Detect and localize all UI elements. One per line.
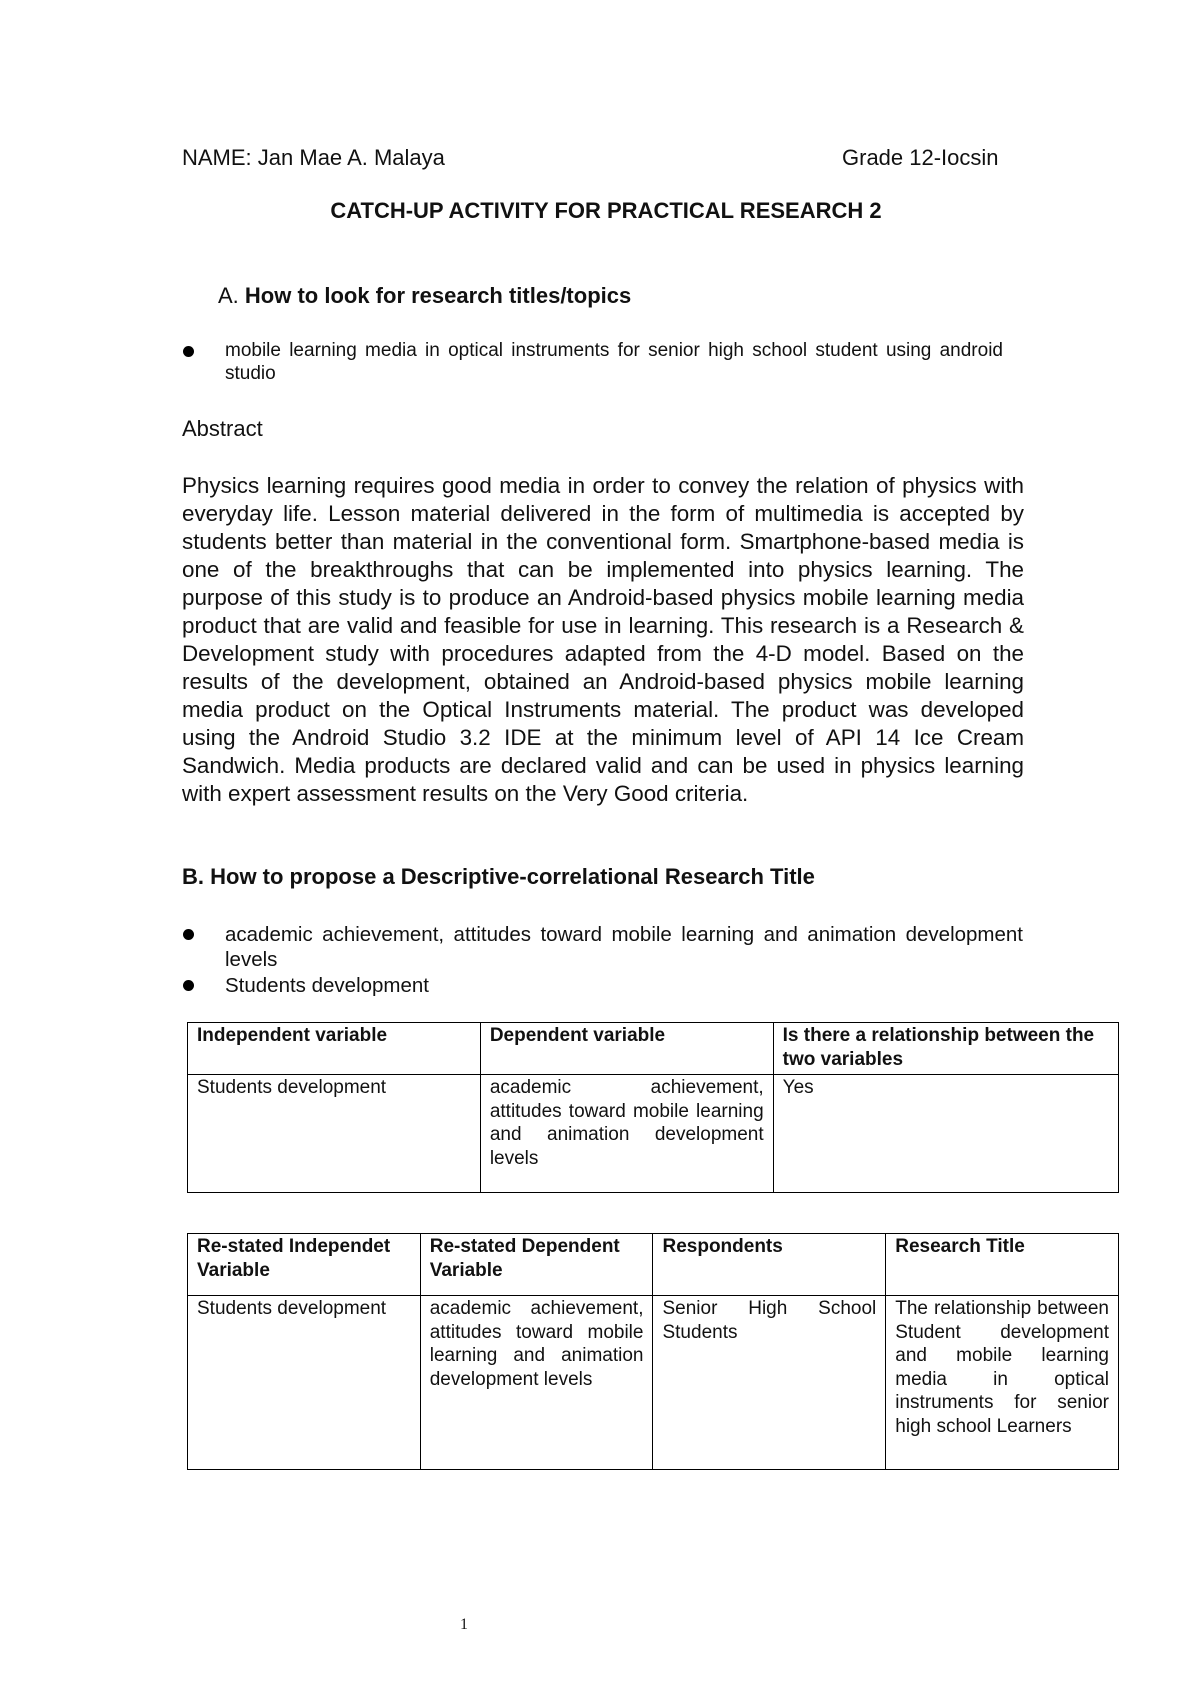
bullet-dot-icon [183,980,194,991]
grade-section: Grade 12-Iocsin [842,145,999,170]
section-b-bullet-1-text: academic achievement, attitudes toward mobile learning and animation development levels [225,923,1023,971]
restated-independent-header: Re-stated Independet Variable [188,1234,421,1296]
table-row [188,1075,1119,1193]
abstract-heading: Abstract [182,416,263,441]
section-a-bullet-text: mobile learning media in optical instruments for senior high school student using android studio [225,340,1003,384]
page-number: 1 [460,1616,468,1633]
document-title: CATCH-UP ACTIVITY FOR PRACTICAL RESEARCH 2 [330,198,882,223]
table-header-row [188,1234,1119,1296]
independent-variable-cell: Students development [188,1075,481,1193]
section-b-heading: B. How to propose a Descriptive-correlational Research Title [182,864,815,889]
independent-variable-header: Independent variable [188,1023,481,1075]
section-b-bullet-1 [225,922,1023,972]
table-header-row [188,1023,1119,1075]
student-name: NAME: Jan Mae A. Malaya [182,145,445,170]
respondents-header: Respondents [653,1234,886,1296]
dependent-variable-cell: academic achievement, attitudes toward mobile learning and animation development levels [480,1075,773,1193]
bullet-dot-icon [183,346,194,357]
relationship-header: Is there a relationship between the two variables [773,1023,1118,1075]
restated-dependent-cell: academic achievement, attitudes toward mobile learning and animation development levels [420,1296,653,1470]
restated-dependent-header: Re-stated Dependent Variable [420,1234,653,1296]
relationship-cell: Yes [773,1075,1118,1193]
dependent-variable-header: Dependent variable [480,1023,773,1075]
section-b-bullet-2-text: Students development [225,974,429,997]
abstract-body: Physics learning requires good media in order to convey the relation of physics with everyday life. Lesson material delivered in the form of multimedia is accepted by students better than material in the conventional form. Smartphone-based media is one of the breakthroughs that can be implemented into physics learning. The purpose of this study is to produce an Android-based physics mobile learning media product that are valid and feasible for use in learning. This research is a Research & Development study with procedures adapted from the 4-D model. Based on the results of the development, obtained an Android-based physics mobile learning media product on the Optical Instruments material. The product was developed using the Android Studio 3.2 IDE at the minimum level of API 14 Ice Cream Sandwich. Media products are declared valid and can be used in physics learning with expert assessment results on the Very Good criteria. [182,473,1024,806]
research-title-table [187,1233,1119,1470]
respondents-cell: Senior High School Students [653,1296,886,1470]
research-title-cell: The relationship between Student development and mobile learning media in optical instruments for senior high school Learners [886,1296,1119,1470]
restated-independent-cell: Students development [188,1296,421,1470]
bullet-dot-icon [183,929,194,940]
section-a-prefix: A. [218,283,239,308]
section-a-title: How to look for research titles/topics [244,283,632,308]
section-b-bullet-2 [225,973,1023,998]
research-title-header: Research Title [886,1234,1119,1296]
variables-table [187,1022,1119,1193]
section-a-heading [218,283,631,309]
section-a-bullet [225,339,1003,385]
table-row [188,1296,1119,1470]
